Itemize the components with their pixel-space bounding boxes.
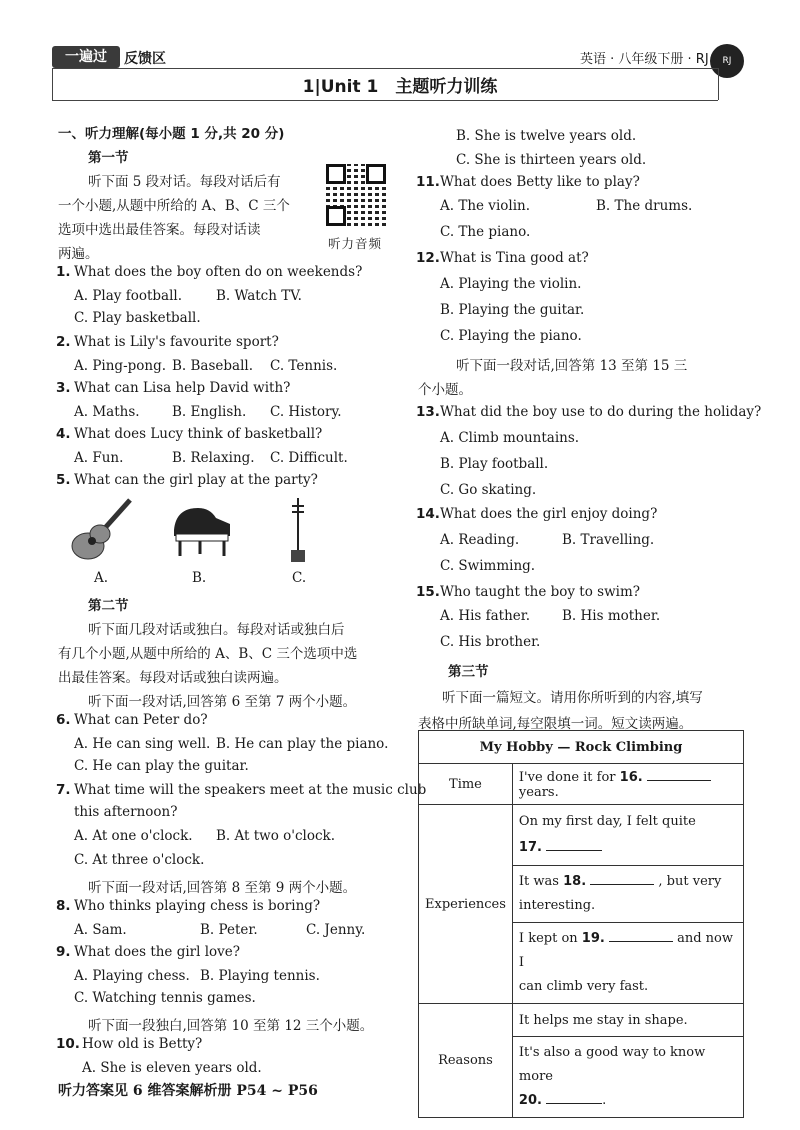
question-text: What does the girl love?	[74, 944, 241, 960]
question-number: 11.	[416, 174, 440, 190]
text-line: C. History.	[270, 404, 342, 420]
text-line: C. Swimming.	[440, 558, 536, 574]
text-line: A. The violin.	[440, 198, 531, 214]
text-line: C. Watching tennis games.	[74, 990, 256, 1006]
text-line: 选项中选出最佳答案。每段对话读	[58, 222, 261, 238]
blank-17[interactable]	[546, 838, 602, 851]
text-line: 听下面一段对话,回答第 8 至第 9 两个小题。	[88, 880, 357, 896]
blank-number-16: 16.	[619, 770, 643, 785]
exp-cell-3	[512, 923, 743, 1004]
question-number: 4.	[56, 426, 71, 442]
blank-number-19: 19.	[581, 931, 605, 946]
series-badge-icon: RJ	[710, 44, 744, 78]
text-line: B. Travelling.	[562, 532, 655, 548]
text-line: 有几个小题,从题中所给的 A、B、C 三个选项中选	[58, 646, 358, 662]
text-line: 听下面几段对话或独白。每段对话或独白后	[88, 622, 345, 638]
question-number: 2.	[56, 334, 71, 350]
question-number: 1.	[56, 264, 71, 280]
text-line: 听下面一段对话,回答第 6 至第 7 两个小题。	[88, 694, 357, 710]
text-line: B. Relaxing.	[172, 450, 255, 466]
answer-table	[418, 730, 744, 1118]
blank-19[interactable]	[609, 929, 673, 942]
footer-note: 听力答案见 6 维答案解析册 P54 ~ P56	[58, 1083, 318, 1099]
text-line: B. The drums.	[596, 198, 693, 214]
text-line: 听下面一段独白,回答第 10 至第 12 三个小题。	[88, 1018, 374, 1034]
reason-cell-2: It's also a good way to know more 20. .	[512, 1037, 743, 1118]
piano-icon	[170, 500, 234, 558]
question-number: 15.	[416, 584, 440, 600]
text-line: A. Play football.	[74, 288, 182, 304]
text-line: 听下面一篇短文。请用你所听到的内容,填写	[442, 690, 703, 706]
question-number: 6.	[56, 712, 71, 728]
text-line: 听下面 5 段对话。每段对话后有	[88, 174, 281, 190]
time-pre: I've done it for	[518, 770, 620, 785]
question-text: What does Betty like to play?	[440, 174, 640, 190]
text-line: 表格中所缺单词,每空限填一词。短文读两遍。	[418, 716, 693, 732]
question-number: 12.	[416, 250, 440, 266]
text-line: A. She is eleven years old.	[82, 1060, 262, 1076]
text-line: 两遍。	[58, 246, 99, 262]
blank-18[interactable]	[590, 872, 654, 885]
question-number: 10.	[56, 1036, 80, 1052]
text-line: C. Play basketball.	[74, 310, 201, 326]
text-line: A. Maths.	[74, 404, 140, 420]
text-line: B. Watch TV.	[216, 288, 302, 304]
question-number: 5.	[56, 472, 71, 488]
text-line: A. Ping-pong.	[74, 358, 167, 374]
text-line: A. Sam.	[74, 922, 127, 938]
text-line: 一个小题,从题中所给的 A、B、C 三个	[58, 198, 290, 214]
exp-1-text: On my first day, I felt quite	[518, 814, 696, 829]
text-line: C. Difficult.	[270, 450, 348, 466]
text-line: A. Reading.	[440, 532, 520, 548]
section-label: 反馈区	[124, 51, 166, 67]
question-text: What can Peter do?	[74, 712, 208, 728]
question-text: What can Lisa help David with?	[74, 380, 291, 396]
section-heading: 一、听力理解(每小题 1 分,共 20 分)	[58, 126, 285, 142]
blank-20[interactable]	[546, 1091, 602, 1104]
question-text: What can the girl play at the party?	[74, 472, 318, 488]
text-line: 出最佳答案。每段对话或独白读两遍。	[58, 670, 288, 686]
text-line: A. His father.	[440, 608, 531, 624]
text-line: 听下面一段对话,回答第 13 至第 15 三	[456, 358, 688, 374]
guitar-icon	[66, 494, 136, 566]
text-line: C. His brother.	[440, 634, 541, 650]
text-line: A. He can sing well.	[74, 736, 211, 752]
section-heading: 第三节	[448, 664, 489, 680]
question-number: 13.	[416, 404, 440, 420]
question-text: What is Tina good at?	[440, 250, 589, 266]
text-line: C. The piano.	[440, 224, 531, 240]
blank-number-20: 20.	[518, 1093, 542, 1108]
text-line: A. Fun.	[74, 450, 124, 466]
blank-number-17: 17.	[518, 840, 542, 855]
qr-code-icon[interactable]	[326, 164, 386, 226]
question-text: Who taught the boy to swim?	[440, 584, 640, 600]
text-line: C. Go skating.	[440, 482, 537, 498]
text-line: B. At two o'clock.	[216, 828, 336, 844]
row-label-experiences: Experiences	[419, 805, 513, 1004]
text-line: B. English.	[172, 404, 247, 420]
erhu-icon	[284, 494, 314, 566]
subject-label: 英语 · 八年级下册 · RJ	[580, 52, 709, 67]
question-number: 9.	[56, 944, 71, 960]
table-title: My Hobby — Rock Climbing	[419, 731, 744, 764]
question-text: What did the boy use to do during the holiday?	[440, 404, 762, 420]
question-number: 8.	[56, 898, 71, 914]
text-line: B. Play football.	[440, 456, 549, 472]
text-line: this afternoon?	[74, 804, 178, 820]
reason-2-text: It's also a good way to know more	[518, 1045, 706, 1084]
text-line: B. She is twelve years old.	[456, 128, 637, 144]
question-text: What does the boy often do on weekends?	[74, 264, 363, 280]
exp-2-text-b: , but very	[654, 874, 722, 889]
text-line: B. Baseball.	[172, 358, 254, 374]
page-title: 1|Unit 1 主题听力训练	[302, 77, 498, 97]
text-line: 听力音频	[328, 236, 383, 251]
time-cell	[512, 764, 743, 805]
text-line: C. Jenny.	[306, 922, 366, 938]
header-rule	[52, 68, 718, 69]
exp-cell-1	[512, 805, 743, 866]
exp-cell-2	[512, 866, 743, 923]
exp-3-text-b: and now I	[518, 931, 733, 970]
text-line: C. She is thirteen years old.	[456, 152, 647, 168]
exp-2-text-c: interesting.	[518, 898, 596, 913]
text-line: A. Playing chess.	[74, 968, 190, 984]
question-number: 14.	[416, 506, 440, 522]
row-label-time: Time	[419, 764, 513, 805]
reason-cell-1: It helps me stay in shape.	[512, 1004, 743, 1037]
text-line: B. Peter.	[200, 922, 258, 938]
section-heading: 第一节	[88, 150, 129, 166]
question-number: 3.	[56, 380, 71, 396]
brand-label: 一遍过	[52, 46, 120, 68]
exp-3-text-c: can climb very fast.	[518, 979, 649, 994]
text-line: C.	[292, 570, 307, 586]
exp-2-text: It was	[518, 874, 564, 889]
section-heading: 第二节	[88, 598, 129, 614]
text-line: A. Playing the violin.	[440, 276, 582, 292]
text-line: A.	[94, 570, 109, 586]
text-line: C. Tennis.	[270, 358, 338, 374]
exp-3-text: I kept on	[518, 931, 582, 946]
question-text: What does the girl enjoy doing?	[440, 506, 658, 522]
text-line: 个小题。	[418, 382, 472, 398]
text-line: B. Playing the guitar.	[440, 302, 585, 318]
question-text: Who thinks playing chess is boring?	[74, 898, 321, 914]
text-line: A. At one o'clock.	[74, 828, 193, 844]
question-text: What time will the speakers meet at the music club	[74, 782, 427, 798]
title-rule	[52, 100, 718, 101]
text-line: B. He can play the piano.	[216, 736, 389, 752]
question-text: What does Lucy think of basketball?	[74, 426, 323, 442]
question-text: How old is Betty?	[82, 1036, 203, 1052]
time-post: years.	[518, 785, 559, 800]
blank-16[interactable]	[647, 768, 711, 781]
text-line: C. At three o'clock.	[74, 852, 205, 868]
text-line: B.	[192, 570, 207, 586]
blank-number-18: 18.	[563, 874, 587, 889]
question-number: 7.	[56, 782, 71, 798]
text-line: A. Climb mountains.	[440, 430, 580, 446]
row-label-reasons: Reasons	[419, 1004, 513, 1118]
text-line: B. Playing tennis.	[200, 968, 320, 984]
text-line: C. He can play the guitar.	[74, 758, 249, 774]
text-line: B. His mother.	[562, 608, 661, 624]
question-text: What is Lily's favourite sport?	[74, 334, 279, 350]
text-line: C. Playing the piano.	[440, 328, 582, 344]
